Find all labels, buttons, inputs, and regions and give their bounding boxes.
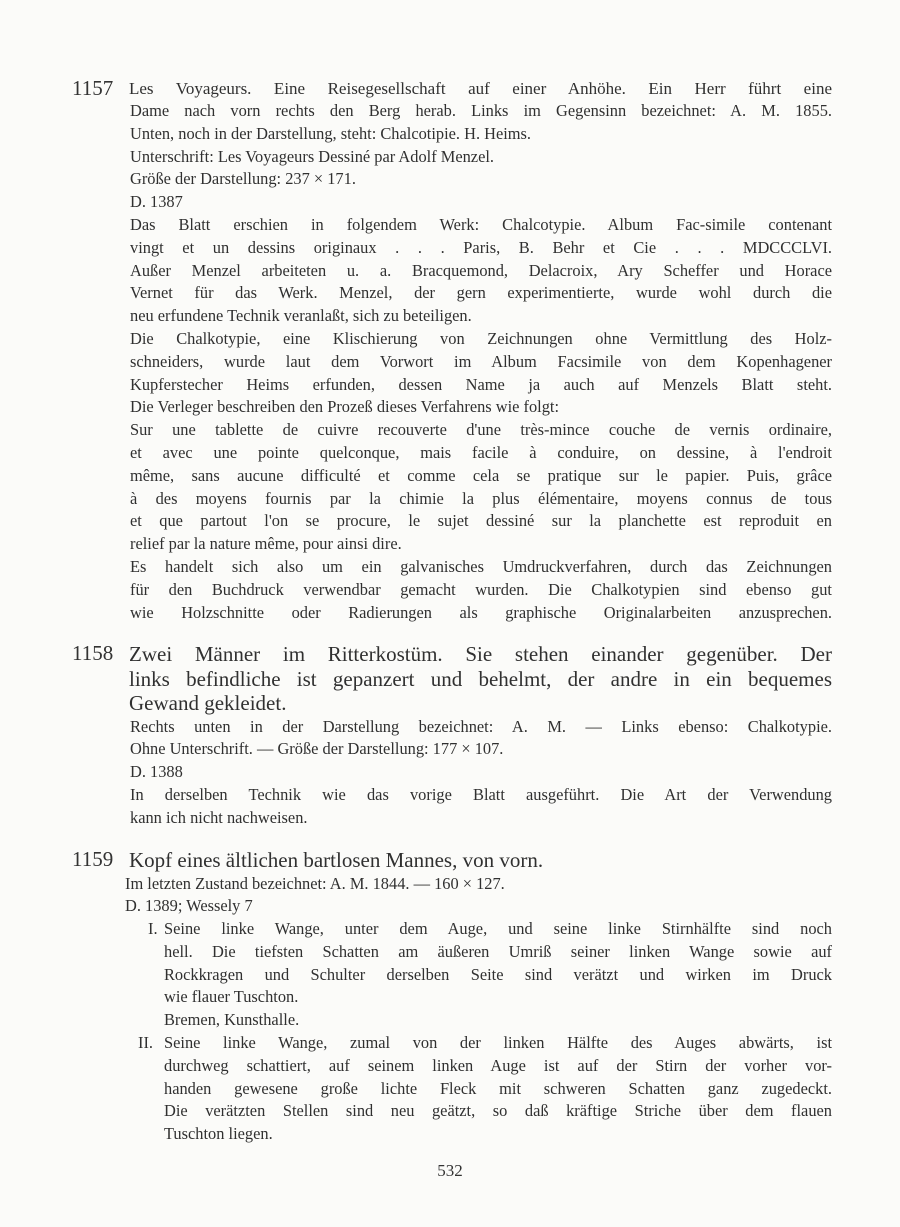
state-numeral: I. (148, 919, 158, 939)
text-line: Seine linke Wange, zumal von der linken Hälfte des Auges abwärts, ist (164, 1033, 832, 1053)
catalog-entry-1158 (72, 642, 832, 829)
text-line: Kupferstecher Heims erfunden, dessen Name ja auch auf Menzels Blatt steht. (130, 374, 832, 394)
state-I (148, 918, 832, 1032)
title-line: Kopf eines ältlichen bartlosen Mannes, von vorn. (129, 848, 544, 872)
entry-number: 1158 (72, 641, 114, 665)
text-line: même, sans aucune difficulté et comme cela se pratique sur le papier. Puis, grâce (130, 465, 832, 485)
entry-number: 1159 (72, 847, 114, 871)
text-line: wie Holzschnitte oder Radierungen als graphische Originalarbeiten anzusprechen. (130, 602, 832, 622)
text-line: neu erfundene Technik veranlaßt, sich zu beteiligen. (130, 306, 472, 326)
title-line: Gewand gekleidet. (129, 691, 287, 715)
text-line: Im letzten Zustand bezeichnet: A. M. 1844. — 160 × 127. (125, 873, 505, 893)
entry-title (129, 77, 832, 100)
text-line: Ohne Unterschrift. — Größe der Darstellung: 177 × 107. (130, 739, 504, 759)
text-line: für den Buchdruck verwendbar gemacht wurden. Die Chalkotypien sind ebenso gut (130, 579, 832, 599)
text-line: D. 1388 (130, 762, 183, 782)
page-number: 532 (437, 1161, 463, 1180)
text-line: durchweg schattiert, auf seinem linken Auge ist auf der Stirn der vorher vor- (164, 1055, 832, 1075)
state-II (138, 1032, 832, 1146)
text-line: Seine linke Wange, unter dem Auge, und seine linke Stirnhälfte sind noch (164, 919, 832, 939)
text-line: et avec une pointe quelconque, mais facile à conduire, on dessine, à l'endroit (130, 442, 832, 462)
text-line: Die Chalkotypie, eine Klischierung von Zeichnungen ohne Vermittlung des Holz- (130, 328, 832, 348)
entry-body (130, 716, 832, 830)
text-line: Die Verleger beschreiben den Prozeß dieses Verfahrens wie folgt: (130, 397, 560, 417)
text-line: Bremen, Kunsthalle. (164, 1010, 300, 1030)
text-line: Das Blatt erschien in folgendem Werk: Chalcotypie. Album Fac-simile contenant (130, 214, 832, 234)
text-line: handen gewesene große lichte Fleck mit schweren Schatten ganz zugedeckt. (164, 1078, 832, 1098)
text-line: vingt et un dessins originaux . . . Paris, B. Behr et Cie . . . MDCCCLVI. (130, 237, 832, 257)
text-line: Rechts unten in der Darstellung bezeichnet: A. M. — Links ebenso: Chalkotypie. (130, 716, 832, 736)
text-line: In derselben Technik wie das vorige Blatt ausgeführt. Die Art der Verwendung (130, 784, 832, 804)
catalog-entry-1159 (72, 848, 832, 1146)
text-line: D. 1389; Wessely 7 (125, 896, 253, 916)
title-line: Zwei Männer im Ritterkostüm. Sie stehen einander gegenüber. Der (129, 642, 832, 666)
text-line: kann ich nicht nachweisen. (130, 807, 308, 827)
text-line: Außer Menzel arbeiteten u. a. Bracquemond, Delacroix, Ary Scheffer und Horace (130, 260, 832, 280)
entry-title (129, 848, 832, 873)
entry-number: 1157 (72, 76, 114, 100)
entry-title (129, 642, 832, 716)
text-line: relief par la nature même, pour ainsi dire. (130, 534, 402, 554)
text-line: Die verätzten Stellen sind neu geätzt, so daß kräftige Striche über dem flauen (164, 1101, 832, 1121)
text-line: Größe der Darstellung: 237 × 171. (130, 169, 356, 189)
catalog-entry-1157 (72, 77, 832, 624)
text-line: Rockkragen und Schulter derselben Seite sind verätzt und wirken im Druck (164, 964, 832, 984)
entry-body (130, 100, 832, 624)
text-line: Dame nach vorn rechts den Berg herab. Links im Gegensinn bezeichnet: A. M. 1855. (130, 101, 832, 120)
text-line: Es handelt sich also um ein galvanisches Umdruckverfahren, durch das Zeichnungen (130, 556, 832, 576)
text-line: Unterschrift: Les Voyageurs Dessiné par Adolf Menzel. (130, 146, 494, 166)
text-line: Unten, noch in der Darstellung, steht: Chalcotipie. H. Heims. (130, 123, 532, 143)
entry-body (125, 873, 832, 919)
text-line: à des moyens fournis par la chimie la plus élémentaire, moyens connus de tous (130, 488, 832, 508)
text-line: hell. Die tiefsten Schatten am äußeren Umriß seiner linken Wange sowie auf (164, 941, 832, 961)
text-line: Tuschton liegen. (164, 1124, 273, 1144)
title-line: links befindliche ist gepanzert und behelmt, der andre in ein bequemes (129, 666, 832, 691)
state-numeral: II. (138, 1033, 154, 1053)
text-line: schneiders, wurde laut dem Vorwort im Album Facsimile von dem Kopenhagener (130, 351, 832, 371)
title-line: Les Voyageurs. Eine Reisegesellschaft auf einer Anhöhe. Ein Herr führt eine (129, 79, 832, 98)
text-line: D. 1387 (130, 192, 183, 212)
text-line: wie flauer Tuschton. (164, 987, 299, 1007)
text-line: et que partout l'on se procure, le sujet dessiné sur la planchette est reproduit en (130, 511, 832, 531)
text-line: Vernet für das Werk. Menzel, der gern experimentierte, wurde wohl durch die (130, 283, 832, 303)
text-line: Sur une tablette de cuivre recouverte d'une très-mince couche de vernis ordinaire, (130, 420, 832, 440)
